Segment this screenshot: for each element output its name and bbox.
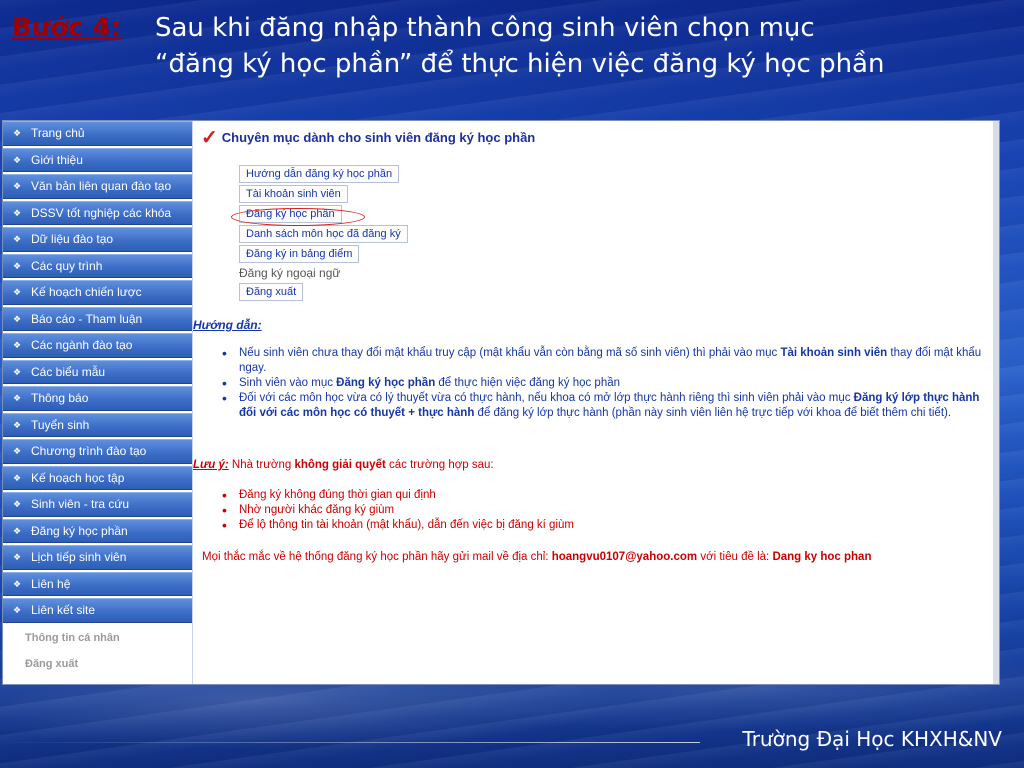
bullet-icon: ❖ bbox=[13, 128, 22, 138]
sidebar-item[interactable] bbox=[3, 333, 192, 358]
sidebar-item-label: Lịch tiếp sinh viên bbox=[31, 550, 127, 564]
student-links bbox=[239, 165, 408, 303]
bullet-icon: ❖ bbox=[13, 552, 22, 562]
note-heading: Lưu ý: bbox=[193, 459, 229, 471]
guide-item: • Nếu sinh viên chưa thay đổi mật khẩu truy cập (mật khẩu vẫn còn bằng mã số sinh viên) thì phải vào mục Tài khoản sinh viên thay đổi mật khẩu ngay. bbox=[239, 346, 989, 376]
step-label: Bước 4: bbox=[12, 13, 122, 43]
link-logout[interactable]: Đăng xuất bbox=[239, 283, 303, 301]
sidebar-item-label: Các biểu mẫu bbox=[31, 364, 106, 379]
sidebar-item[interactable] bbox=[3, 174, 192, 199]
bullet-icon: ❖ bbox=[13, 181, 22, 191]
link-foreign-language[interactable]: Đăng ký ngoại ngữ bbox=[239, 266, 341, 280]
slide-title-line2: “đăng ký học phần” để thực hiện việc đăng ký học phần bbox=[155, 49, 885, 79]
sidebar-item-label: Các quy trình bbox=[31, 258, 103, 273]
link-registration-guide[interactable]: Hướng dẫn đăng ký học phần bbox=[239, 165, 399, 183]
sidebar-item-label: Trang chủ bbox=[31, 126, 85, 140]
note-list bbox=[239, 488, 989, 533]
sidebar-item-label: Dữ liệu đào tạo bbox=[31, 232, 114, 246]
sidebar-item-label: Các ngành đào tạo bbox=[31, 338, 133, 352]
footer-school-name: Trường Đại Học KHXH&NV bbox=[742, 727, 1002, 751]
sidebar-menu bbox=[3, 121, 193, 684]
sidebar-item-label: Tuyển sinh bbox=[31, 417, 90, 432]
bullet-icon: ❖ bbox=[13, 419, 22, 430]
scrollbar[interactable] bbox=[993, 121, 999, 684]
bullet-icon: ❖ bbox=[13, 313, 22, 324]
link-registered-courses[interactable]: Danh sách môn học đã đăng ký bbox=[239, 225, 408, 243]
sidebar-item[interactable] bbox=[3, 386, 192, 411]
sidebar-item[interactable] bbox=[3, 307, 192, 332]
bullet-icon: ❖ bbox=[13, 393, 22, 403]
sidebar-item[interactable] bbox=[3, 466, 192, 491]
sidebar-item-label: Sinh viên - tra cứu bbox=[31, 497, 130, 511]
sidebar-item-label: Liên kết site bbox=[31, 603, 96, 617]
bullet-icon: ❖ bbox=[13, 446, 22, 456]
main-content bbox=[193, 121, 999, 684]
bullet-icon: ❖ bbox=[13, 154, 22, 165]
sidebar-item[interactable] bbox=[3, 280, 192, 305]
sidebar-item-label: Liên hệ bbox=[31, 576, 71, 591]
link-print-transcript[interactable]: Đăng ký in bảng điểm bbox=[239, 245, 359, 263]
content-title-text: Chuyên mục dành cho sinh viên đăng ký học phần bbox=[221, 130, 536, 145]
sidebar-item-label: Văn bản liên quan đào tạo bbox=[31, 179, 172, 193]
note-line: Lưu ý: Nhà trường không giải quyết các trường hợp sau: bbox=[193, 459, 494, 471]
note-item: • Nhờ người khác đăng ký giùm bbox=[239, 503, 989, 518]
link-student-account[interactable]: Tài khoản sinh viên bbox=[239, 185, 348, 203]
bullet-icon: ❖ bbox=[13, 472, 22, 483]
bullet-icon: ❖ bbox=[13, 366, 22, 377]
sidebar-item-label: Thông báo bbox=[31, 391, 89, 405]
bullet-icon: ❖ bbox=[13, 207, 22, 218]
website-screenshot bbox=[2, 120, 1000, 685]
sidebar-item-label: Kế hoạch học tập bbox=[31, 470, 125, 485]
guide-item: • Đối với các môn học vừa có lý thuyết vừa có thực hành, nếu khoa có mở lớp thực hành riêng thì sinh viên phải vào mục Đăng ký lớp thực hành đối với các môn học có thuyết + thực hành để đăng ký lớp thực hành (phần này sinh viên liên hệ trực tiếp với khoa để biết thêm chi tiết). bbox=[239, 391, 989, 421]
bullet-icon: ❖ bbox=[13, 578, 22, 589]
bullet-icon: ❖ bbox=[13, 260, 22, 271]
note-item: • Đăng ký không đúng thời gian qui định bbox=[239, 488, 989, 503]
sidebar-item[interactable] bbox=[3, 519, 192, 544]
sidebar-item-label: Kế hoạch chiến lược bbox=[31, 285, 142, 299]
footer-divider bbox=[0, 742, 700, 743]
slide-title-line1: Sau khi đăng nhập thành công sinh viên chọn mục bbox=[155, 13, 815, 43]
bullet-icon: ❖ bbox=[13, 605, 22, 615]
sidebar-item-label: Báo cáo - Tham luận bbox=[31, 311, 143, 326]
note-item: • Để lộ thông tin tài khoản (mật khẩu), dẫn đến việc bị đăng kí giùm bbox=[239, 518, 989, 533]
sidebar-item[interactable] bbox=[3, 201, 192, 226]
contact-email[interactable]: hoangvu0107@yahoo.com bbox=[551, 551, 698, 563]
sidebar-item-label: Chương trình đào tạo bbox=[31, 444, 147, 458]
sidebar-item[interactable] bbox=[3, 598, 192, 623]
sidebar-item[interactable] bbox=[3, 121, 192, 146]
contact-info: Mọi thắc mắc về hệ thống đăng ký học phần hãy gửi mail về địa chỉ: hoangvu0107@yahoo.com với tiêu đề là: Dang ky hoc phan bbox=[202, 551, 872, 563]
sidebar-personal-info[interactable]: Thông tin cá nhân bbox=[25, 631, 120, 644]
link-course-registration[interactable]: Đăng ký học phần bbox=[239, 205, 342, 223]
sidebar-item[interactable] bbox=[3, 545, 192, 570]
sidebar-item-label: Đăng ký học phần bbox=[31, 523, 128, 538]
bullet-icon: ❖ bbox=[13, 287, 22, 297]
guide-heading: Hướng dẫn: bbox=[193, 318, 262, 332]
highlight-oval bbox=[231, 208, 365, 226]
sidebar-item[interactable] bbox=[3, 148, 192, 173]
bullet-icon: ❖ bbox=[13, 499, 22, 509]
guide-item: • Sinh viên vào mục Đăng ký học phần để thực hiện việc đăng ký học phần bbox=[239, 376, 989, 391]
mail-subject: Dang ky hoc phan bbox=[772, 551, 872, 563]
sidebar-item[interactable] bbox=[3, 439, 192, 464]
sidebar-logout[interactable]: Đăng xuất bbox=[25, 657, 79, 670]
sidebar-item[interactable] bbox=[3, 492, 192, 517]
bullet-icon: ❖ bbox=[13, 234, 22, 244]
sidebar-item-label: DSSV tốt nghiệp các khóa bbox=[31, 205, 172, 220]
sidebar-item[interactable] bbox=[3, 572, 192, 597]
sidebar-item[interactable] bbox=[3, 413, 192, 438]
menu-list bbox=[3, 121, 192, 623]
sidebar-item[interactable] bbox=[3, 227, 192, 252]
content-title bbox=[201, 125, 535, 150]
guide-list bbox=[239, 346, 989, 421]
checkmark-icon: ✓ bbox=[201, 127, 218, 149]
sidebar-item-label: Giới thiệu bbox=[31, 152, 83, 167]
bullet-icon: ❖ bbox=[13, 340, 22, 350]
sidebar-item[interactable] bbox=[3, 254, 192, 279]
sidebar-item[interactable] bbox=[3, 360, 192, 385]
bullet-icon: ❖ bbox=[13, 525, 22, 536]
